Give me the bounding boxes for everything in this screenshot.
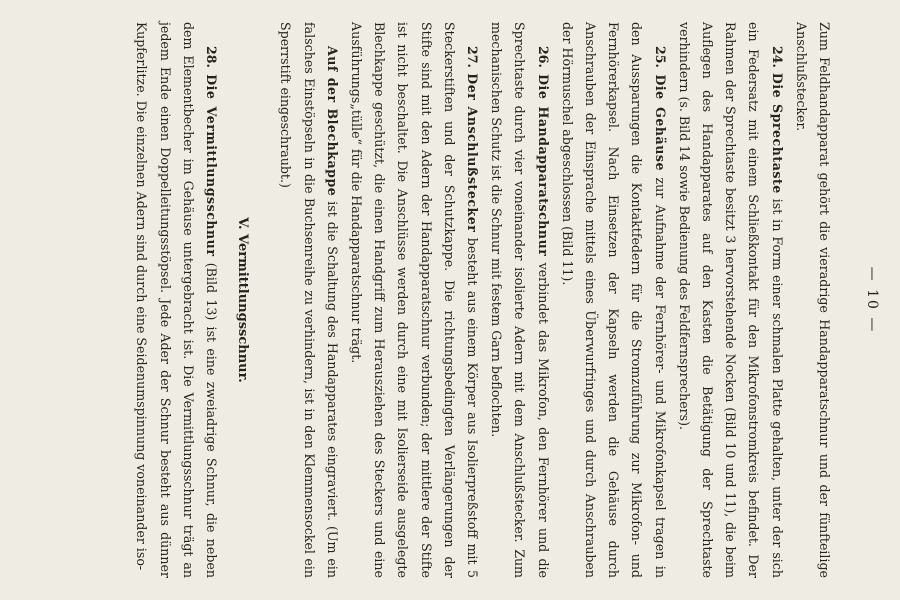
paragraph-text: zur Aufnahme der Fernhörer- und Mikrofonkapsel tragen in den Aussparungen die Kontaktfedern für die Stromzuführung zur Mikrofon- und Fernhörerkapsel. Nach Einsetzen der Kapseln werden die Gehäuse durch Anschrauben der Einsprache mittels eines Überwurfringes und durch Anschrauben der Hörmuschel abgeschlossen (Bild 11). <box>559 22 668 578</box>
paragraph-number: 25. <box>652 46 668 68</box>
paragraph-term: Der Anschlußstecker <box>464 73 480 233</box>
paragraph-blechkappe <box>274 22 344 578</box>
paragraph-text: besteht aus einem Körper aus Isolierpreßstoff mit 5 Steckerstiften und der Schutzkappe. Die richtungsbedingten Verlängerungen der Stifte sind mit den Adern der Handapparatschnur verbunden; der mittlere der Stifte ist nicht beschaltet. Die Anschlüsse werden durch eine mit Isolierseide ausgelegte Blechkappe geschützt, die einen Handgriff zum Herausziehen des Steckers und eine Ausführungs„tülle“ für die Handapparatschnur trägt. <box>348 22 480 579</box>
paragraph-term: Die Handapparatschnur <box>535 74 551 257</box>
paragraph-26 <box>485 22 555 578</box>
paragraph-intro <box>790 22 836 578</box>
paragraph-28 <box>130 22 223 578</box>
paragraph-text: ist in Form einer schmalen Platte gehalten, unter der sich ein Federsatz mit einem Schließkontakt für den Mikrofonstromkreis befindet. Der Rahmen der Sprechtaste besitzt 3 hervorstehende Nocken (Bild 10 und 11), die beim Auflegen des Handapparates auf den Kasten die Betätigung der Sprechtaste verhindern (s. Bild 14 sowie Bedienung des Feldfernsprechers). <box>676 22 785 578</box>
paragraph-text: verbindet das Mikrofon, den Fernhörer und die Sprechtaste durch vier voneinander isolierte Adern mit dem Anschlußstecker. Zum mechanischen Schutz ist die Schnur mit festem Garn beflochten. <box>489 22 551 578</box>
paragraph-number: 28. <box>203 46 219 68</box>
paragraph-text: ist die Schaltung des Handapparates eingraviert. (Um ein falsches Einstöpseln in die Buchsenreihe zu verhindern, ist in den Klemmensockel ein Sperrstift eingeschraubt.) <box>278 22 340 579</box>
page-number: — 10 — <box>864 266 880 334</box>
paragraph-term: Die Sprechtaste <box>769 72 785 194</box>
paragraph-term: Die Gehäuse <box>652 74 668 171</box>
paragraph-25 <box>556 22 672 578</box>
paragraph-number: 24. <box>769 46 785 68</box>
section-heading: V. Vermittlungsschnur. <box>235 217 251 383</box>
paragraph-number: 27. <box>464 46 480 68</box>
paragraph-text: (Bild 13) ist eine zweiadrige Schnur, die neben dem Elementbecher im Gehäuse untergebracht ist. Die Vermittlungsschnur trägt an jedem Ende einen Doppelleitungsstöpsel. Jede Ader der Schnur besteht aus dünner Kupferlitze. Die einzelnen Adern sind durch eine Seidenumspinnung voneinander iso- <box>134 22 219 578</box>
paragraph-27 <box>345 22 484 578</box>
paragraph-term: Auf der Blechkappe <box>324 46 340 197</box>
paragraph-24 <box>673 22 789 578</box>
paragraph-number: 26. <box>535 46 551 68</box>
paragraph-text: Zum Feldhandapparat gehört die vieradrige Handapparatschnur und der fünfteilige Anschlußstecker. <box>793 22 832 578</box>
paragraph-term: Die Vermittlungsschnur <box>203 74 219 257</box>
